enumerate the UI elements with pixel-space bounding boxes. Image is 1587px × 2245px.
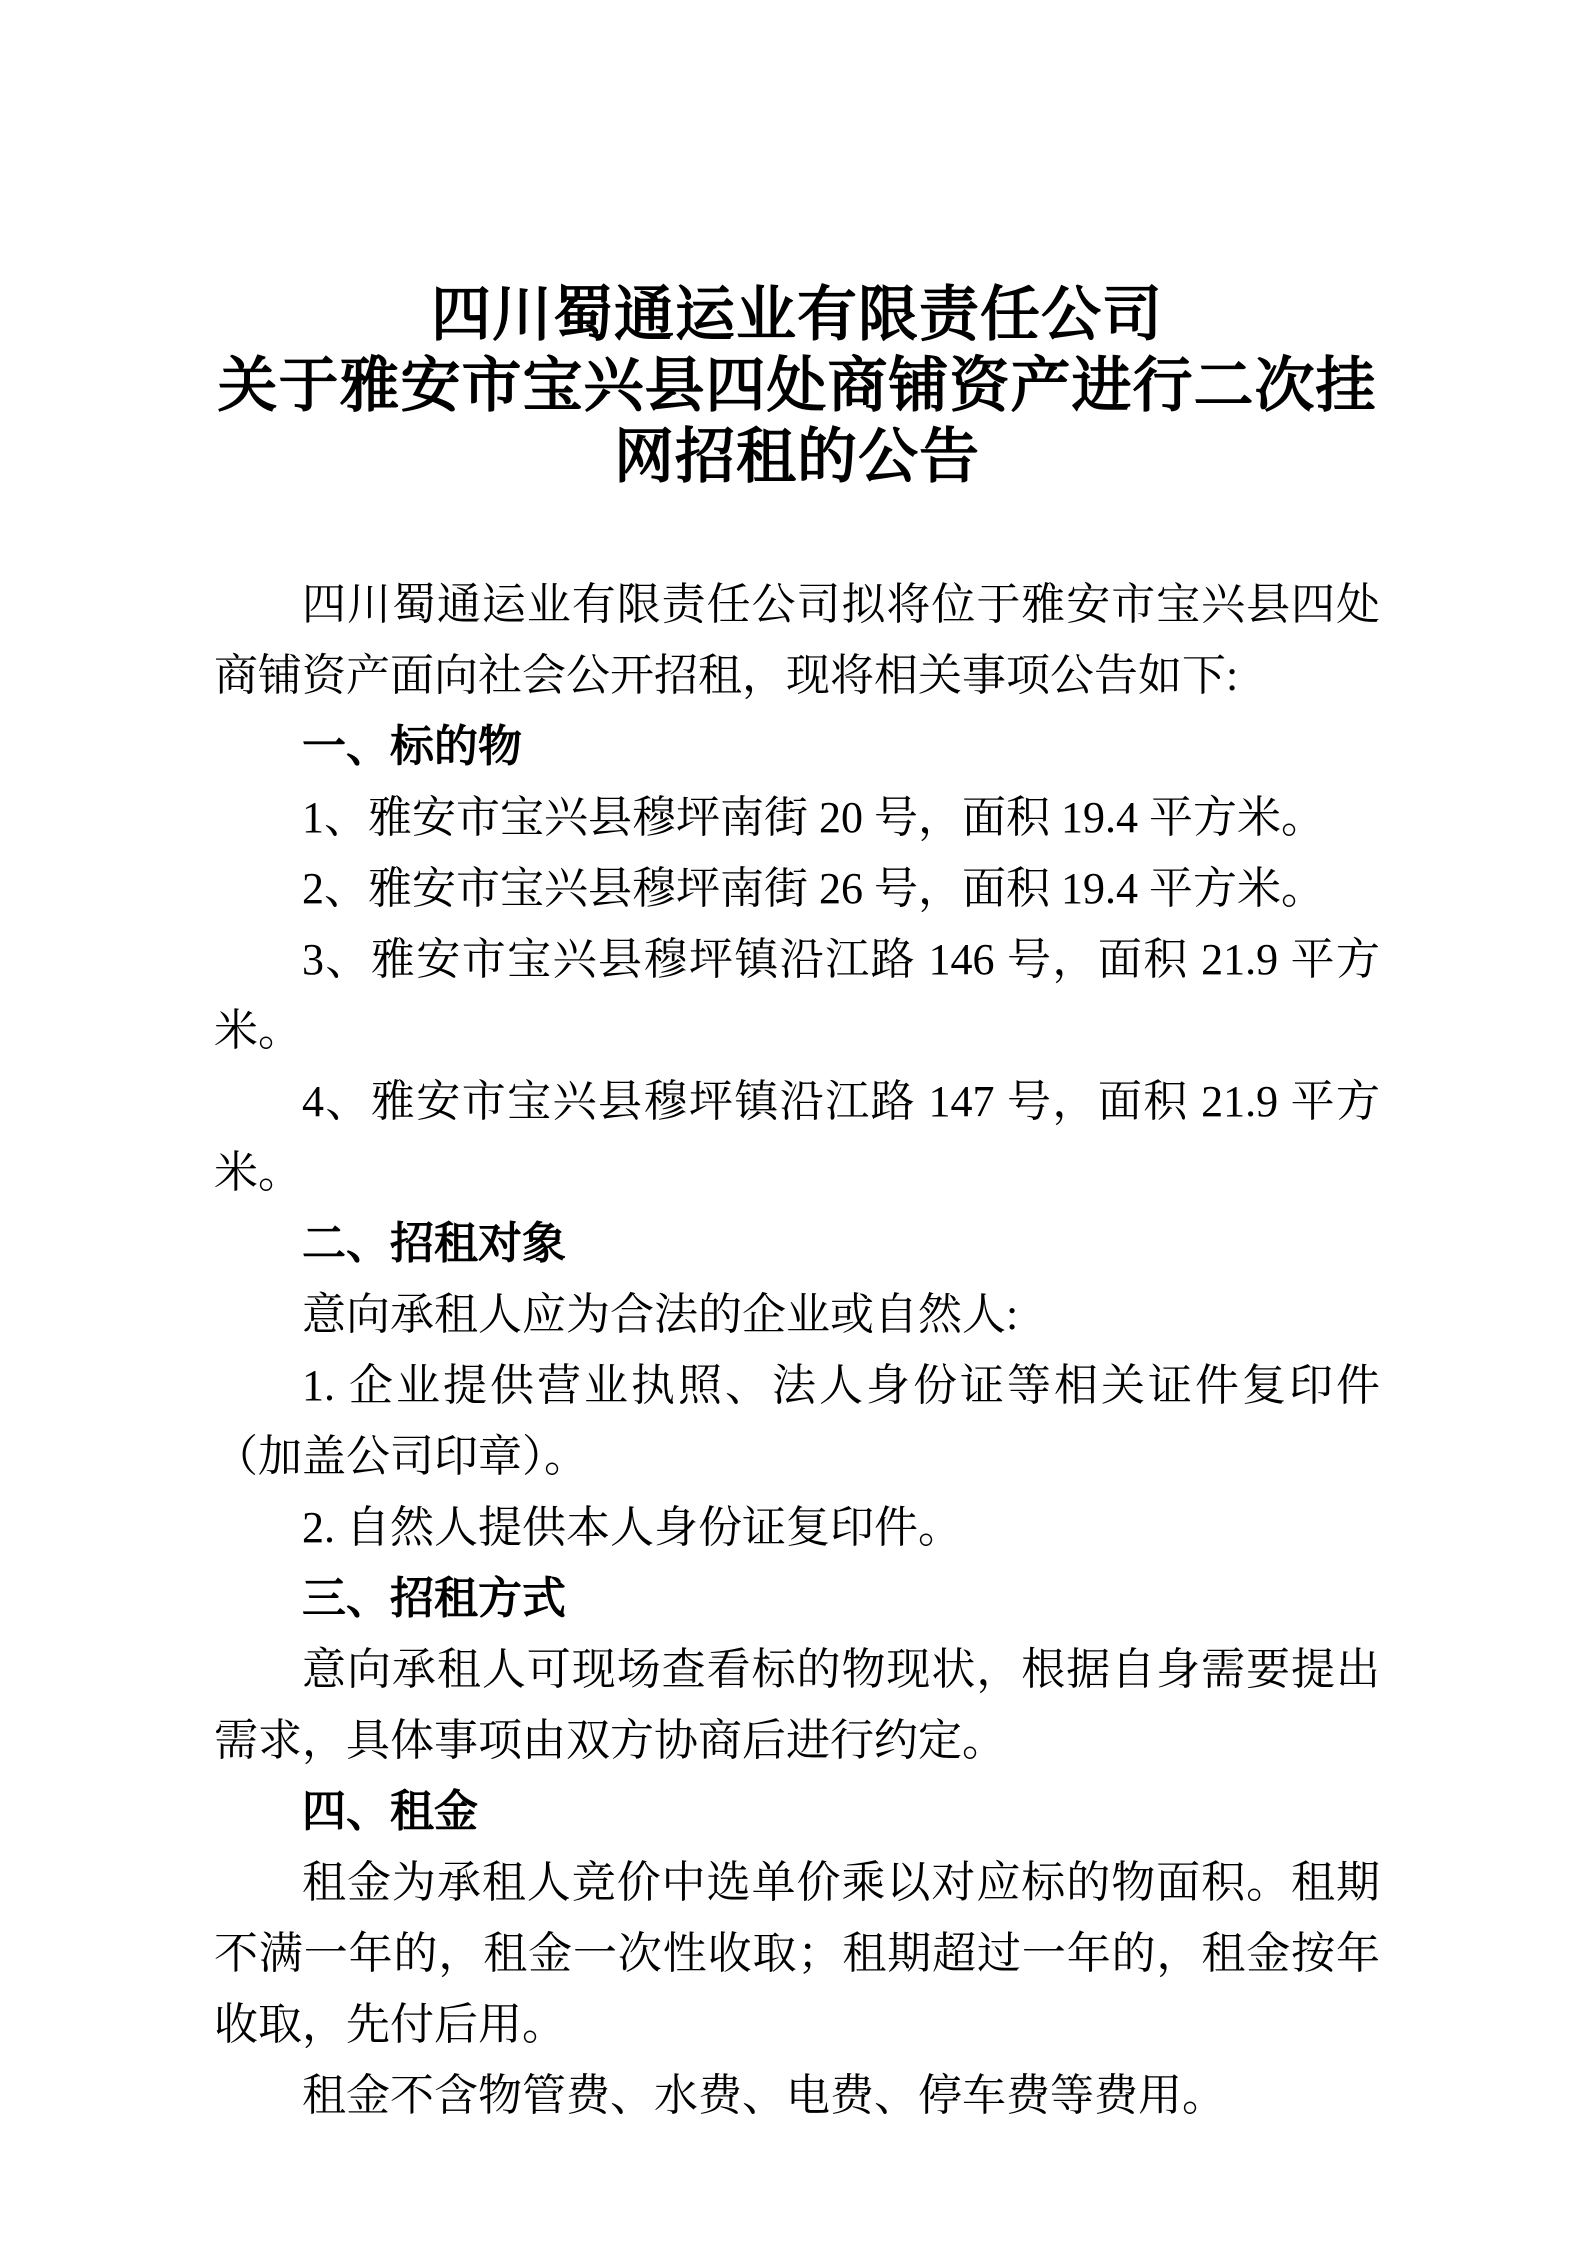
- document-title-line-2: 关于雅安市宝兴县四处商铺资产进行二次挂: [217, 353, 1377, 419]
- leasing-method: 意向承租人可现场查看标的物现状，根据自身需要提出需求，具体事项由双方协商后进行约定。: [214, 1645, 1380, 1765]
- section-4-heading: 四、租金: [302, 1787, 478, 1836]
- document-title-line-3: 网招租的公告: [614, 424, 980, 490]
- intro-paragraph: 四川蜀通运业有限责任公司拟将位于雅安市宝兴县四处商铺资产面向社会公开招租，现将相关事项公告如下:: [214, 580, 1380, 700]
- section-1-heading: 一、标的物: [302, 722, 522, 771]
- asset-item-2: 2、雅安市宝兴县穆坪南街 26 号，面积 19.4 平方米。: [302, 864, 1325, 913]
- rent-terms: 租金为承租人竞价中选单价乘以对应标的物面积。租期不满一年的，租金一次性收取；租期超过一年的，租金按年收取，先付后用。: [214, 1858, 1380, 2049]
- lessee-eligibility: 意向承租人应为合法的企业或自然人:: [302, 1290, 1019, 1339]
- section-3-heading: 三、招租方式: [302, 1574, 566, 1623]
- asset-item-1: 1、雅安市宝兴县穆坪南街 20 号，面积 19.4 平方米。: [302, 793, 1325, 842]
- rent-exclusions: 租金不含物管费、水费、电费、停车费等费用。: [302, 2071, 1226, 2120]
- asset-item-3: 3、雅安市宝兴县穆坪镇沿江路 146 号，面积 21.9 平方米。: [214, 935, 1380, 1055]
- individual-requirement: 2. 自然人提供本人身份证复印件。: [302, 1503, 962, 1552]
- document-title: [214, 280, 1380, 493]
- document-body: [214, 569, 1380, 2131]
- document-title-line-1: 四川蜀通运业有限责任公司: [431, 282, 1163, 348]
- asset-item-4: 4、雅安市宝兴县穆坪镇沿江路 147 号，面积 21.9 平方米。: [214, 1077, 1380, 1197]
- section-2-heading: 二、招租对象: [302, 1219, 566, 1268]
- enterprise-requirement: 1. 企业提供营业执照、法人身份证等相关证件复印件（加盖公司印章）。: [214, 1361, 1380, 1481]
